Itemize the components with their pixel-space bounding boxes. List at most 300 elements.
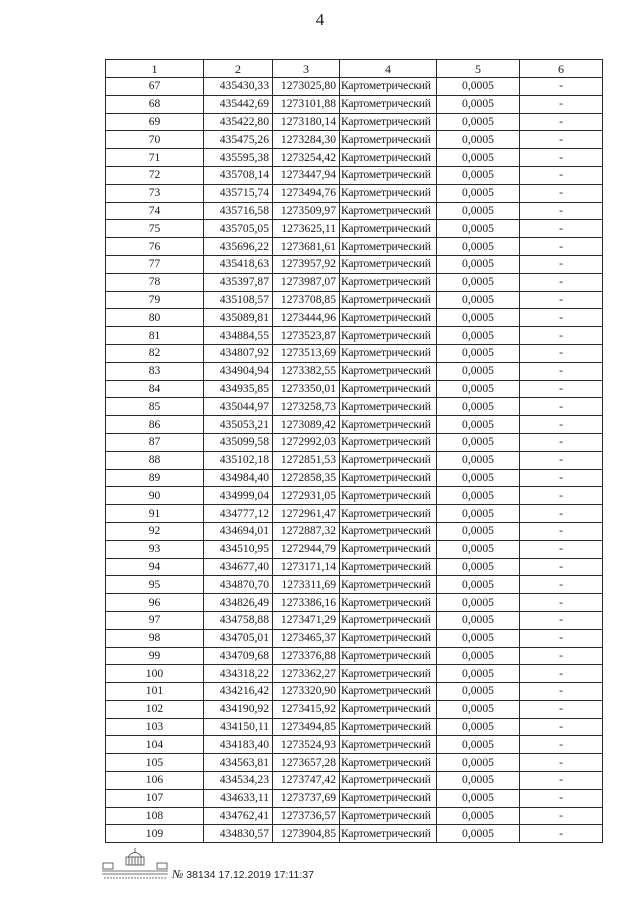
note-cell: - (520, 522, 603, 540)
table-row (106, 451, 603, 469)
method-cell: Картометрический (340, 113, 437, 131)
note-cell: - (520, 594, 603, 612)
y-coordinate-cell: 1273523,87 (273, 327, 340, 345)
y-coordinate-cell: 1273258,73 (273, 398, 340, 416)
point-number-cell: 81 (106, 327, 204, 345)
method-cell: Картометрический (340, 789, 437, 807)
table-row (106, 825, 603, 843)
point-number-cell: 67 (106, 78, 204, 96)
registry-stamp-icon (100, 845, 170, 885)
table-row (106, 149, 603, 167)
x-coordinate-cell: 434190,92 (204, 700, 273, 718)
x-coordinate-cell: 434216,42 (204, 683, 273, 701)
point-number-cell: 104 (106, 736, 204, 754)
accuracy-cell: 0,0005 (437, 202, 520, 220)
table-row (106, 647, 603, 665)
method-cell: Картометрический (340, 362, 437, 380)
registration-number (172, 867, 314, 882)
point-number-cell: 93 (106, 540, 204, 558)
accuracy-cell: 0,0005 (437, 683, 520, 701)
y-coordinate-cell: 1273737,69 (273, 789, 340, 807)
x-coordinate-cell: 434904,94 (204, 362, 273, 380)
accuracy-cell: 0,0005 (437, 754, 520, 772)
note-cell: - (520, 184, 603, 202)
table-row (106, 522, 603, 540)
x-coordinate-cell: 435397,87 (204, 273, 273, 291)
point-number-cell: 88 (106, 451, 204, 469)
note-cell: - (520, 238, 603, 256)
y-coordinate-cell: 1273957,92 (273, 255, 340, 273)
table-row (106, 398, 603, 416)
y-coordinate-cell: 1273444,96 (273, 309, 340, 327)
registration-mark: № (172, 867, 184, 881)
x-coordinate-cell: 434826,49 (204, 594, 273, 612)
method-cell: Картометрический (340, 772, 437, 790)
x-coordinate-cell: 434677,40 (204, 558, 273, 576)
accuracy-cell: 0,0005 (437, 291, 520, 309)
accuracy-cell: 0,0005 (437, 95, 520, 113)
y-coordinate-cell: 1273471,29 (273, 611, 340, 629)
accuracy-cell: 0,0005 (437, 487, 520, 505)
x-coordinate-cell: 435102,18 (204, 451, 273, 469)
x-coordinate-cell: 435053,21 (204, 416, 273, 434)
x-coordinate-cell: 435715,74 (204, 184, 273, 202)
y-coordinate-cell: 1273657,28 (273, 754, 340, 772)
note-cell: - (520, 220, 603, 238)
table-row (106, 255, 603, 273)
y-coordinate-cell: 1272944,79 (273, 540, 340, 558)
accuracy-cell: 0,0005 (437, 451, 520, 469)
table-row (106, 505, 603, 523)
note-cell: - (520, 683, 603, 701)
table-row (106, 433, 603, 451)
method-cell: Картометрический (340, 665, 437, 683)
method-cell: Картометрический (340, 416, 437, 434)
page-number: 4 (315, 10, 325, 29)
y-coordinate-cell: 1273625,11 (273, 220, 340, 238)
note-cell: - (520, 291, 603, 309)
method-cell: Картометрический (340, 95, 437, 113)
table-row (106, 184, 603, 202)
y-coordinate-cell: 1273987,07 (273, 273, 340, 291)
accuracy-cell: 0,0005 (437, 131, 520, 149)
point-number-cell: 68 (106, 95, 204, 113)
note-cell: - (520, 255, 603, 273)
accuracy-cell: 0,0005 (437, 825, 520, 843)
y-coordinate-cell: 1273025,80 (273, 78, 340, 96)
y-coordinate-cell: 1273382,55 (273, 362, 340, 380)
point-number-cell: 96 (106, 594, 204, 612)
note-cell: - (520, 629, 603, 647)
note-cell: - (520, 469, 603, 487)
note-cell: - (520, 540, 603, 558)
note-cell: - (520, 558, 603, 576)
point-number-cell: 101 (106, 683, 204, 701)
accuracy-cell: 0,0005 (437, 220, 520, 238)
y-coordinate-cell: 1273350,01 (273, 380, 340, 398)
y-coordinate-cell: 1273509,97 (273, 202, 340, 220)
note-cell: - (520, 202, 603, 220)
table-row (106, 273, 603, 291)
note-cell: - (520, 718, 603, 736)
x-coordinate-cell: 434694,01 (204, 522, 273, 540)
x-coordinate-cell: 434150,11 (204, 718, 273, 736)
note-cell: - (520, 451, 603, 469)
y-coordinate-cell: 1272858,35 (273, 469, 340, 487)
point-number-cell: 84 (106, 380, 204, 398)
point-number-cell: 97 (106, 611, 204, 629)
y-coordinate-cell: 1273681,61 (273, 238, 340, 256)
note-cell: - (520, 416, 603, 434)
method-cell: Картометрический (340, 611, 437, 629)
y-coordinate-cell: 1273494,85 (273, 718, 340, 736)
method-cell: Картометрический (340, 398, 437, 416)
method-cell: Картометрический (340, 451, 437, 469)
column-header-3: 3 (273, 60, 340, 78)
method-cell: Картометрический (340, 754, 437, 772)
y-coordinate-cell: 1273101,88 (273, 95, 340, 113)
method-cell: Картометрический (340, 594, 437, 612)
point-number-cell: 95 (106, 576, 204, 594)
method-cell: Картометрический (340, 647, 437, 665)
table-row (106, 469, 603, 487)
point-number-cell: 70 (106, 131, 204, 149)
x-coordinate-cell: 434705,01 (204, 629, 273, 647)
note-cell: - (520, 807, 603, 825)
accuracy-cell: 0,0005 (437, 540, 520, 558)
accuracy-cell: 0,0005 (437, 718, 520, 736)
method-cell: Картометрический (340, 255, 437, 273)
x-coordinate-cell: 434183,40 (204, 736, 273, 754)
table-row (106, 380, 603, 398)
table-row (106, 789, 603, 807)
note-cell: - (520, 344, 603, 362)
table-row (106, 665, 603, 683)
accuracy-cell: 0,0005 (437, 398, 520, 416)
note-cell: - (520, 789, 603, 807)
y-coordinate-cell: 1272931,05 (273, 487, 340, 505)
point-number-cell: 91 (106, 505, 204, 523)
y-coordinate-cell: 1273513,69 (273, 344, 340, 362)
accuracy-cell: 0,0005 (437, 665, 520, 683)
method-cell: Картометрический (340, 327, 437, 345)
point-number-cell: 103 (106, 718, 204, 736)
accuracy-cell: 0,0005 (437, 469, 520, 487)
y-coordinate-cell: 1273524,93 (273, 736, 340, 754)
method-cell: Картометрический (340, 469, 437, 487)
x-coordinate-cell: 434984,40 (204, 469, 273, 487)
point-number-cell: 72 (106, 166, 204, 184)
table-header-row (106, 60, 603, 78)
point-number-cell: 77 (106, 255, 204, 273)
accuracy-cell: 0,0005 (437, 380, 520, 398)
point-number-cell: 82 (106, 344, 204, 362)
point-number-cell: 69 (106, 113, 204, 131)
table-row (106, 95, 603, 113)
note-cell: - (520, 487, 603, 505)
note-cell: - (520, 505, 603, 523)
point-number-cell: 100 (106, 665, 204, 683)
accuracy-cell: 0,0005 (437, 789, 520, 807)
method-cell: Картометрический (340, 825, 437, 843)
point-number-cell: 87 (106, 433, 204, 451)
x-coordinate-cell: 435430,33 (204, 78, 273, 96)
method-cell: Картометрический (340, 149, 437, 167)
y-coordinate-cell: 1273376,88 (273, 647, 340, 665)
y-coordinate-cell: 1273736,57 (273, 807, 340, 825)
accuracy-cell: 0,0005 (437, 558, 520, 576)
point-number-cell: 99 (106, 647, 204, 665)
accuracy-cell: 0,0005 (437, 327, 520, 345)
y-coordinate-cell: 1273180,14 (273, 113, 340, 131)
method-cell: Картометрический (340, 78, 437, 96)
x-coordinate-cell: 435089,81 (204, 309, 273, 327)
note-cell: - (520, 736, 603, 754)
x-coordinate-cell: 435108,57 (204, 291, 273, 309)
y-coordinate-cell: 1273447,94 (273, 166, 340, 184)
method-cell: Картометрический (340, 166, 437, 184)
x-coordinate-cell: 435044,97 (204, 398, 273, 416)
point-number-cell: 73 (106, 184, 204, 202)
accuracy-cell: 0,0005 (437, 576, 520, 594)
accuracy-cell: 0,0005 (437, 184, 520, 202)
note-cell: - (520, 700, 603, 718)
y-coordinate-cell: 1273311,69 (273, 576, 340, 594)
x-coordinate-cell: 435418,63 (204, 255, 273, 273)
accuracy-cell: 0,0005 (437, 629, 520, 647)
method-cell: Картометрический (340, 291, 437, 309)
table-row (106, 700, 603, 718)
point-number-cell: 85 (106, 398, 204, 416)
method-cell: Картометрический (340, 344, 437, 362)
table-row (106, 683, 603, 701)
x-coordinate-cell: 434807,92 (204, 344, 273, 362)
note-cell: - (520, 327, 603, 345)
accuracy-cell: 0,0005 (437, 416, 520, 434)
x-coordinate-cell: 435708,14 (204, 166, 273, 184)
accuracy-cell: 0,0005 (437, 433, 520, 451)
accuracy-cell: 0,0005 (437, 807, 520, 825)
note-cell: - (520, 647, 603, 665)
accuracy-cell: 0,0005 (437, 344, 520, 362)
table-row (106, 754, 603, 772)
table-row (106, 220, 603, 238)
note-cell: - (520, 398, 603, 416)
point-number-cell: 74 (106, 202, 204, 220)
point-number-cell: 86 (106, 416, 204, 434)
note-cell: - (520, 131, 603, 149)
method-cell: Картометрический (340, 540, 437, 558)
y-coordinate-cell: 1273465,37 (273, 629, 340, 647)
point-number-cell: 106 (106, 772, 204, 790)
point-number-cell: 80 (106, 309, 204, 327)
registration-footer (100, 845, 520, 895)
accuracy-cell: 0,0005 (437, 700, 520, 718)
table-row (106, 291, 603, 309)
y-coordinate-cell: 1273320,90 (273, 683, 340, 701)
accuracy-cell: 0,0005 (437, 647, 520, 665)
registration-text: 38134 17.12.2019 17:11:37 (186, 869, 314, 881)
accuracy-cell: 0,0005 (437, 522, 520, 540)
accuracy-cell: 0,0005 (437, 166, 520, 184)
y-coordinate-cell: 1273415,92 (273, 700, 340, 718)
x-coordinate-cell: 435099,58 (204, 433, 273, 451)
x-coordinate-cell: 434633,11 (204, 789, 273, 807)
point-number-cell: 94 (106, 558, 204, 576)
x-coordinate-cell: 434935,85 (204, 380, 273, 398)
y-coordinate-cell: 1273284,30 (273, 131, 340, 149)
point-number-cell: 98 (106, 629, 204, 647)
table-row (106, 594, 603, 612)
column-header-4: 4 (340, 60, 437, 78)
table-row (106, 558, 603, 576)
table-row (106, 736, 603, 754)
table-row (106, 113, 603, 131)
table-row (106, 166, 603, 184)
x-coordinate-cell: 434830,57 (204, 825, 273, 843)
x-coordinate-cell: 434884,55 (204, 327, 273, 345)
x-coordinate-cell: 435716,58 (204, 202, 273, 220)
method-cell: Картометрический (340, 522, 437, 540)
note-cell: - (520, 611, 603, 629)
point-number-cell: 105 (106, 754, 204, 772)
note-cell: - (520, 309, 603, 327)
y-coordinate-cell: 1273386,16 (273, 594, 340, 612)
y-coordinate-cell: 1273089,42 (273, 416, 340, 434)
method-cell: Картометрический (340, 487, 437, 505)
table-row (106, 576, 603, 594)
point-number-cell: 107 (106, 789, 204, 807)
note-cell: - (520, 665, 603, 683)
accuracy-cell: 0,0005 (437, 362, 520, 380)
x-coordinate-cell: 434534,23 (204, 772, 273, 790)
method-cell: Картометрический (340, 558, 437, 576)
method-cell: Картометрический (340, 273, 437, 291)
method-cell: Картометрический (340, 683, 437, 701)
note-cell: - (520, 166, 603, 184)
table-row (106, 540, 603, 558)
x-coordinate-cell: 434758,88 (204, 611, 273, 629)
point-number-cell: 90 (106, 487, 204, 505)
table-row (106, 487, 603, 505)
x-coordinate-cell: 435595,38 (204, 149, 273, 167)
accuracy-cell: 0,0005 (437, 309, 520, 327)
accuracy-cell: 0,0005 (437, 736, 520, 754)
method-cell: Картометрический (340, 629, 437, 647)
table-row (106, 629, 603, 647)
x-coordinate-cell: 435442,69 (204, 95, 273, 113)
x-coordinate-cell: 434318,22 (204, 665, 273, 683)
column-header-1: 1 (106, 60, 204, 78)
accuracy-cell: 0,0005 (437, 149, 520, 167)
x-coordinate-cell: 434709,68 (204, 647, 273, 665)
x-coordinate-cell: 434870,70 (204, 576, 273, 594)
point-number-cell: 76 (106, 238, 204, 256)
method-cell: Картометрический (340, 238, 437, 256)
y-coordinate-cell: 1272851,53 (273, 451, 340, 469)
y-coordinate-cell: 1272887,32 (273, 522, 340, 540)
method-cell: Картометрический (340, 380, 437, 398)
table-row (106, 611, 603, 629)
note-cell: - (520, 149, 603, 167)
method-cell: Картометрический (340, 807, 437, 825)
note-cell: - (520, 433, 603, 451)
y-coordinate-cell: 1273171,14 (273, 558, 340, 576)
x-coordinate-cell: 435696,22 (204, 238, 273, 256)
note-cell: - (520, 113, 603, 131)
table-row (106, 309, 603, 327)
table-row (106, 772, 603, 790)
note-cell: - (520, 576, 603, 594)
point-number-cell: 109 (106, 825, 204, 843)
method-cell: Картометрический (340, 184, 437, 202)
note-cell: - (520, 380, 603, 398)
point-number-cell: 92 (106, 522, 204, 540)
note-cell: - (520, 273, 603, 291)
accuracy-cell: 0,0005 (437, 772, 520, 790)
x-coordinate-cell: 435475,26 (204, 131, 273, 149)
y-coordinate-cell: 1272961,47 (273, 505, 340, 523)
column-header-2: 2 (204, 60, 273, 78)
column-header-5: 5 (437, 60, 520, 78)
accuracy-cell: 0,0005 (437, 273, 520, 291)
y-coordinate-cell: 1273747,42 (273, 772, 340, 790)
method-cell: Картометрический (340, 220, 437, 238)
x-coordinate-cell: 435422,80 (204, 113, 273, 131)
y-coordinate-cell: 1273494,76 (273, 184, 340, 202)
accuracy-cell: 0,0005 (437, 255, 520, 273)
note-cell: - (520, 754, 603, 772)
y-coordinate-cell: 1273362,27 (273, 665, 340, 683)
coordinates-table (105, 59, 603, 843)
point-number-cell: 78 (106, 273, 204, 291)
accuracy-cell: 0,0005 (437, 505, 520, 523)
column-header-6: 6 (520, 60, 603, 78)
accuracy-cell: 0,0005 (437, 238, 520, 256)
method-cell: Картометрический (340, 309, 437, 327)
table-row (106, 327, 603, 345)
accuracy-cell: 0,0005 (437, 78, 520, 96)
point-number-cell: 108 (106, 807, 204, 825)
x-coordinate-cell: 434510,95 (204, 540, 273, 558)
accuracy-cell: 0,0005 (437, 113, 520, 131)
x-coordinate-cell: 434762,41 (204, 807, 273, 825)
table-row (106, 718, 603, 736)
x-coordinate-cell: 434563,81 (204, 754, 273, 772)
note-cell: - (520, 95, 603, 113)
method-cell: Картометрический (340, 433, 437, 451)
point-number-cell: 75 (106, 220, 204, 238)
table-row (106, 362, 603, 380)
method-cell: Картометрический (340, 700, 437, 718)
method-cell: Картометрический (340, 576, 437, 594)
point-number-cell: 79 (106, 291, 204, 309)
point-number-cell: 102 (106, 700, 204, 718)
y-coordinate-cell: 1272992,03 (273, 433, 340, 451)
table-row (106, 202, 603, 220)
y-coordinate-cell: 1273904,85 (273, 825, 340, 843)
method-cell: Картометрический (340, 202, 437, 220)
table-row (106, 238, 603, 256)
x-coordinate-cell: 434999,04 (204, 487, 273, 505)
method-cell: Картометрический (340, 131, 437, 149)
table-row (106, 131, 603, 149)
note-cell: - (520, 78, 603, 96)
x-coordinate-cell: 435705,05 (204, 220, 273, 238)
note-cell: - (520, 825, 603, 843)
x-coordinate-cell: 434777,12 (204, 505, 273, 523)
point-number-cell: 71 (106, 149, 204, 167)
